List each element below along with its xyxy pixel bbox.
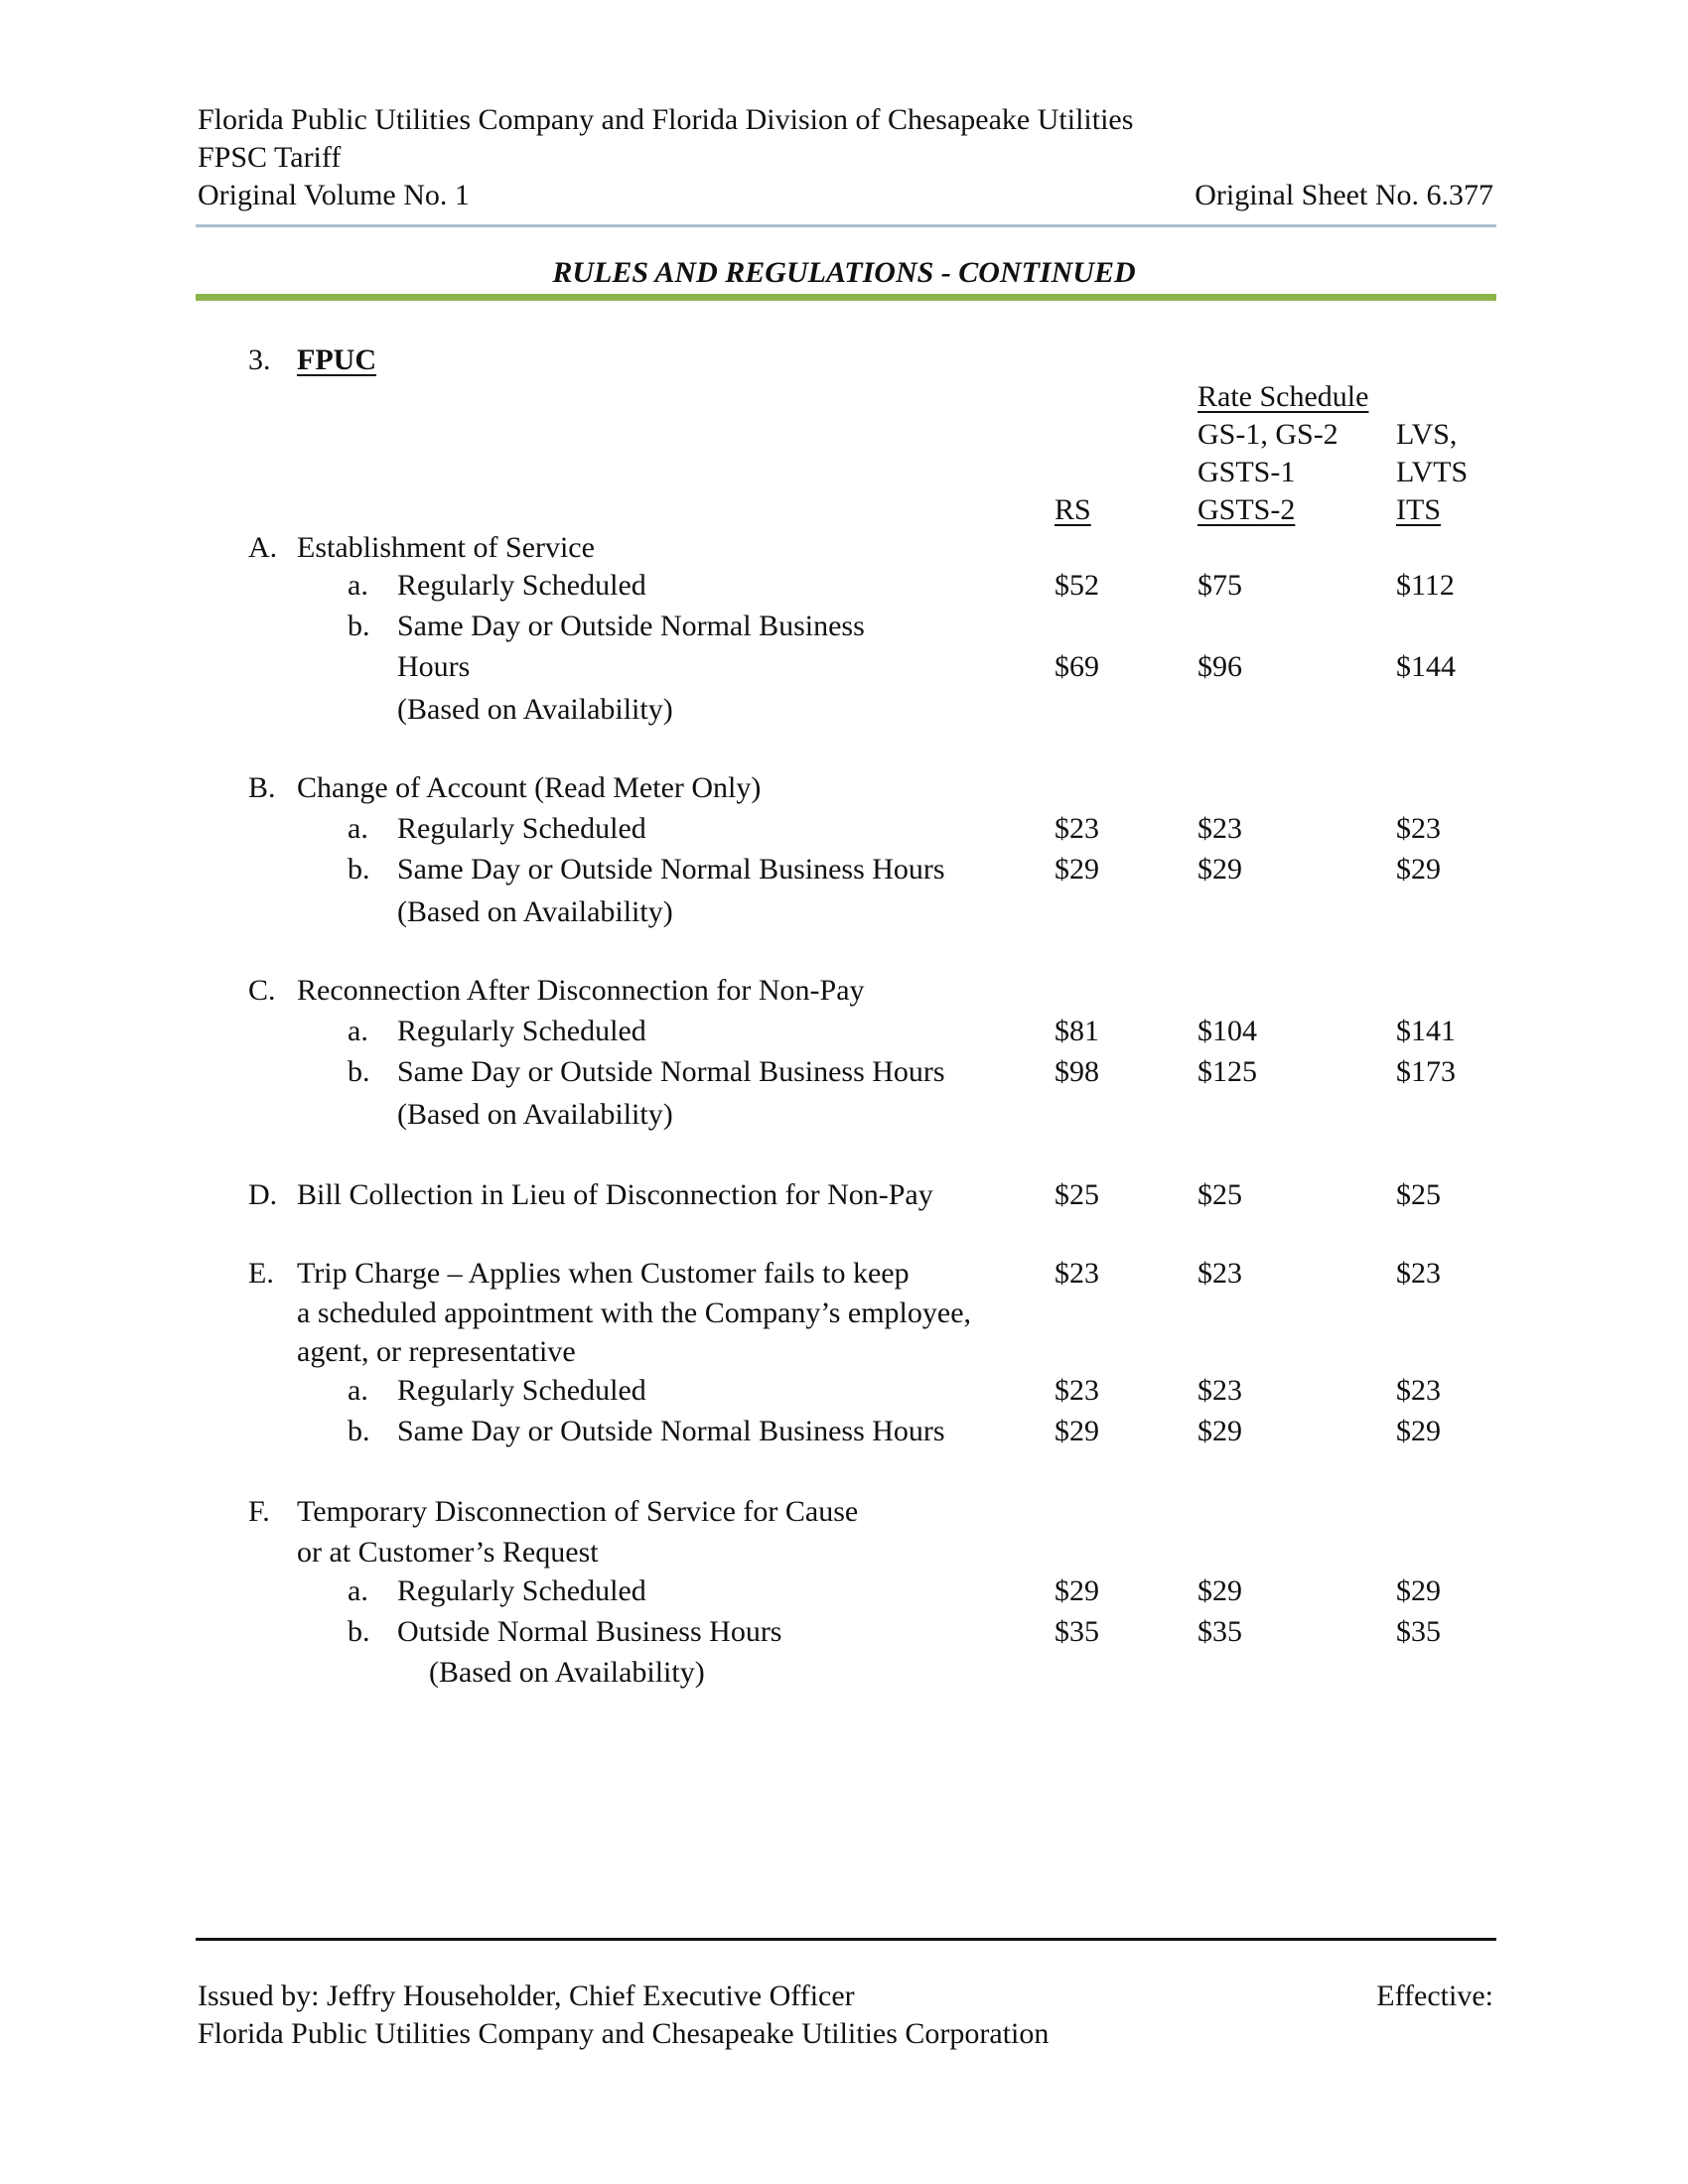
rate-cell: $29 (1396, 1574, 1441, 1607)
section-title: Temporary Disconnection of Service for Cause (297, 1495, 859, 1528)
rate-cell: $29 (1197, 853, 1242, 886)
section-title-continued: a scheduled appointment with the Company’s employee, (297, 1297, 972, 1329)
rate-cell: $173 (1396, 1055, 1456, 1088)
rate-cell: $104 (1197, 1015, 1257, 1047)
rate-cell: $23 (1396, 1257, 1441, 1290)
column-lv-line3: ITS (1396, 493, 1441, 526)
page-title: RULES AND REGULATIONS - CONTINUED (552, 256, 1136, 289)
availability-note: (Based on Availability) (397, 693, 673, 726)
section-title: Establishment of Service (297, 531, 595, 564)
section-title: Bill Collection in Lieu of Disconnection for Non-Pay (297, 1178, 933, 1211)
availability-note: (Based on Availability) (429, 1656, 705, 1689)
item-letter: b. (348, 610, 370, 642)
section-letter: A. (248, 531, 278, 564)
rate-cell: $141 (1396, 1015, 1456, 1047)
rate-cell: $23 (1197, 1374, 1242, 1407)
rate-cell: $23 (1055, 812, 1099, 845)
section-title: Trip Charge – Applies when Customer fails to keep (297, 1257, 910, 1290)
issued-by: Issued by: Jeffry Householder, Chief Executive Officer (198, 1979, 855, 2012)
header-volume: Original Volume No. 1 (198, 179, 470, 211)
rate-cell: $23 (1396, 812, 1441, 845)
rate-schedule-heading: Rate Schedule (1197, 380, 1369, 413)
item-label: Same Day or Outside Normal Business Hours (397, 1055, 945, 1088)
section-letter: C. (248, 974, 276, 1007)
rate-cell: $29 (1055, 1415, 1099, 1447)
item-label: Regularly Scheduled (397, 1015, 646, 1047)
item-letter: b. (348, 853, 370, 886)
item-label: Regularly Scheduled (397, 1574, 646, 1607)
item-letter: b. (348, 1415, 370, 1447)
rate-cell: $29 (1055, 1574, 1099, 1607)
item-letter: a. (348, 1015, 368, 1047)
availability-note: (Based on Availability) (397, 895, 673, 928)
rate-cell: $29 (1055, 853, 1099, 886)
rate-cell: $25 (1055, 1178, 1099, 1211)
section-name: FPUC (297, 343, 376, 376)
rate-cell: $29 (1396, 853, 1441, 886)
section-number: 3. (248, 343, 271, 376)
rate-cell: $23 (1197, 812, 1242, 845)
header-divider (196, 224, 1496, 227)
section-title: Reconnection After Disconnection for Non-Pay (297, 974, 865, 1007)
item-label: Outside Normal Business Hours (397, 1615, 782, 1648)
rate-cell: $144 (1396, 650, 1456, 683)
rate-cell: $23 (1396, 1374, 1441, 1407)
column-gs-line3: GSTS-2 (1197, 493, 1296, 526)
item-letter: a. (348, 1374, 368, 1407)
item-label: Same Day or Outside Normal Business (397, 610, 865, 642)
rate-cell: $81 (1055, 1015, 1099, 1047)
rate-cell: $69 (1055, 650, 1099, 683)
rate-cell: $29 (1197, 1574, 1242, 1607)
rate-cell: $98 (1055, 1055, 1099, 1088)
item-letter: b. (348, 1615, 370, 1648)
section-title-continued: or at Customer’s Request (297, 1536, 599, 1569)
rate-cell: $35 (1197, 1615, 1242, 1648)
section-title-continued: agent, or representative (297, 1335, 576, 1368)
rate-cell: $112 (1396, 569, 1455, 602)
title-divider (196, 294, 1496, 301)
item-label: Same Day or Outside Normal Business Hours (397, 853, 945, 886)
section-letter: E. (248, 1257, 274, 1290)
footer-divider (196, 1938, 1496, 1941)
column-gs-line1: GS-1, GS-2 (1197, 418, 1338, 451)
rate-cell: $23 (1055, 1374, 1099, 1407)
section-letter: B. (248, 771, 276, 804)
item-letter: a. (348, 812, 368, 845)
footer-company: Florida Public Utilities Company and Chesapeake Utilities Corporation (198, 2017, 1050, 2050)
item-letter: b. (348, 1055, 370, 1088)
item-letter: a. (348, 569, 368, 602)
item-label: Regularly Scheduled (397, 1374, 646, 1407)
rate-cell: $23 (1197, 1257, 1242, 1290)
section-letter: D. (248, 1178, 278, 1211)
item-letter: a. (348, 1574, 368, 1607)
rate-cell: $25 (1396, 1178, 1441, 1211)
rate-cell: $25 (1197, 1178, 1242, 1211)
column-gs-line2: GSTS-1 (1197, 456, 1296, 488)
rate-cell: $52 (1055, 569, 1099, 602)
header-company-line: Florida Public Utilities Company and Florida Division of Chesapeake Utilities (198, 103, 1134, 136)
availability-note: (Based on Availability) (397, 1098, 673, 1131)
header-tariff-line: FPSC Tariff (198, 141, 342, 174)
rate-cell: $23 (1055, 1257, 1099, 1290)
effective-label: Effective: (1376, 1979, 1493, 2012)
column-rs: RS (1055, 493, 1091, 526)
rate-cell: $35 (1396, 1615, 1441, 1648)
rate-cell: $96 (1197, 650, 1242, 683)
item-label: Regularly Scheduled (397, 569, 646, 602)
item-label-continued: Hours (397, 650, 471, 683)
rate-cell: $125 (1197, 1055, 1257, 1088)
item-label: Same Day or Outside Normal Business Hours (397, 1415, 945, 1447)
column-lv-line2: LVTS (1396, 456, 1469, 488)
rate-cell: $29 (1197, 1415, 1242, 1447)
item-label: Regularly Scheduled (397, 812, 646, 845)
column-lv-line1: LVS, (1396, 418, 1458, 451)
rate-cell: $29 (1396, 1415, 1441, 1447)
section-title: Change of Account (Read Meter Only) (297, 771, 762, 804)
rate-cell: $35 (1055, 1615, 1099, 1648)
header-sheet-number: Original Sheet No. 6.377 (1195, 179, 1493, 211)
section-letter: F. (248, 1495, 270, 1528)
rate-cell: $75 (1197, 569, 1242, 602)
